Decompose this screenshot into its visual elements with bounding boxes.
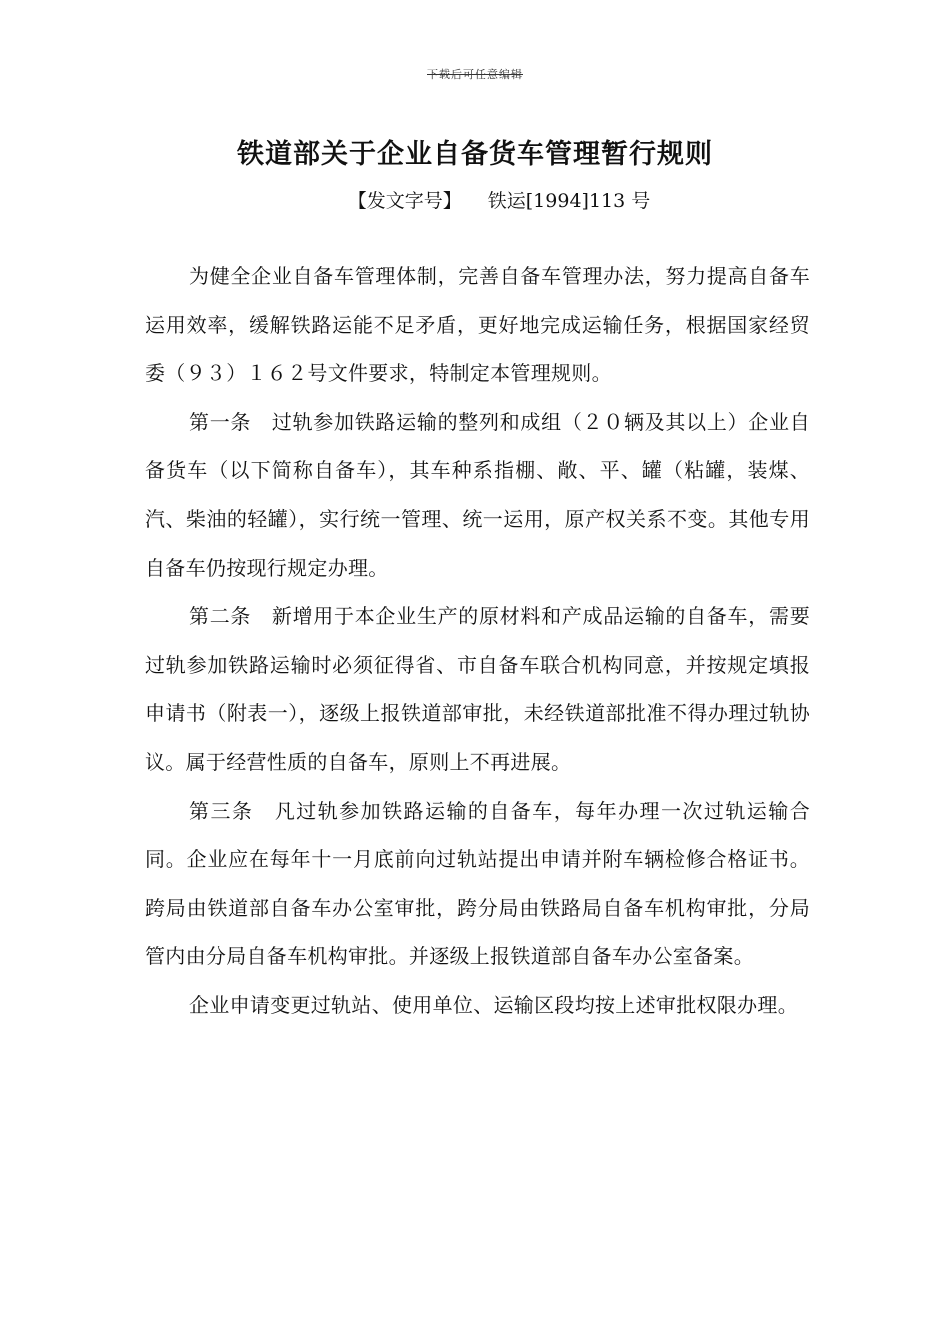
document-number xyxy=(0,186,950,213)
paragraph-article-3-note: 企业申请变更过轨站、使用单位、运输区段均按上述审批权限办理。 xyxy=(189,992,798,1017)
paragraph-article-3: 第三条 凡过轨参加铁路运输的自备车，每年办理一次过轨运输合同。企业应在每年十一月底前向过轨站提出申请并附车辆检修合格证书。跨局由铁道部自备车办公室审批，跨分局由铁路局自备车机构审批，分局管内由分局自备车机构审批。并逐级上报铁道部自备车办公室备案。 xyxy=(145,798,810,969)
header-note xyxy=(0,66,950,82)
document-title: 铁道部关于企业自备货车管理暂行规则 xyxy=(237,139,713,170)
document-number-value: 铁运[1994]113 号 xyxy=(487,190,651,212)
paragraph-article-1: 第一条 过轨参加铁路运输的整列和成组（２０辆及其以上）企业自备货车（以下简称自备车），其车种系指棚、敞、平、罐（粘罐，装煤、汽、柴油的轻罐），实行统一管理、统一运用，原产权关系不变。其他专用自备车仍按现行规定办理。 xyxy=(145,409,810,580)
header-note-text: 下载后可任意编辑 xyxy=(427,68,523,81)
paragraph-preamble: 为健全企业自备车管理体制，完善自备车管理办法，努力提高自备车运用效率，缓解铁路运能不足矛盾，更好地完成运输任务，根据国家经贸委（９３）１６２号文件要求，特制定本管理规则。 xyxy=(145,264,810,386)
paragraph-article-2: 第二条 新增用于本企业生产的原材料和产成品运输的自备车，需要过轨参加铁路运输时必须征得省、市自备车联合机构同意，并按规定填报申请书（附表一），逐级上报铁道部审批，未经铁道部批准不得办理过轨协议。属于经营性质的自备车，原则上不再进展。 xyxy=(145,604,810,774)
document-number-label: 【发文字号】 xyxy=(347,190,462,212)
document-body xyxy=(145,252,810,1030)
